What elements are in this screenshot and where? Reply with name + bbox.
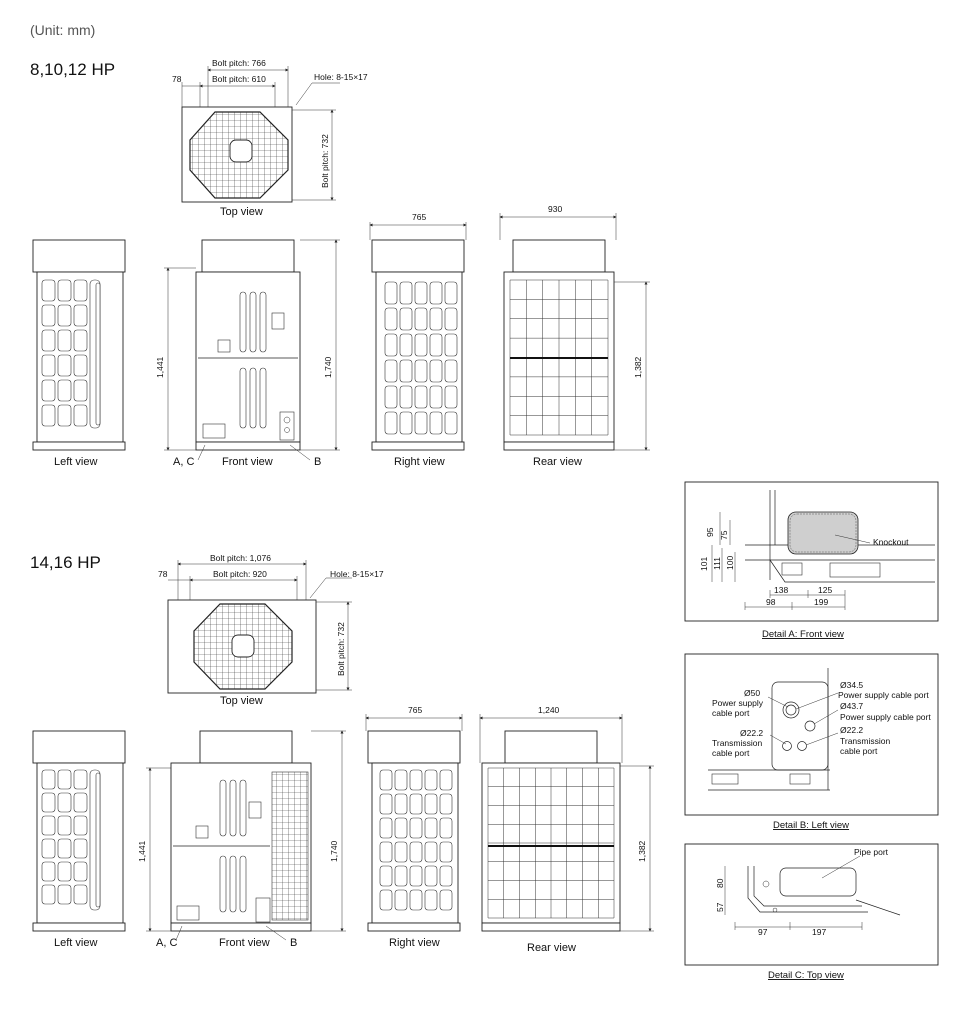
- panel-cell: [395, 890, 407, 910]
- panel-cell: [74, 355, 87, 376]
- panel-cell: [440, 818, 452, 838]
- rear-view-label-14-16hp: Rear view: [527, 942, 576, 954]
- panel-cell: [74, 305, 87, 326]
- panel-cell: [58, 405, 71, 426]
- panel-cell: [74, 885, 87, 904]
- detail-a: [685, 482, 938, 640]
- callout-b-14-16hp: B: [290, 937, 298, 949]
- panel-cell: [430, 308, 442, 330]
- right-view-label-8-12hp: Right view: [394, 456, 445, 468]
- panel-cell: [74, 793, 87, 812]
- panel-cell: [380, 866, 392, 886]
- right-width-8-12hp: 765: [412, 212, 427, 222]
- front-view-8-12hp: [155, 240, 340, 468]
- panel-cell: [440, 770, 452, 790]
- panel-cell: [415, 360, 427, 382]
- panel-cell: [425, 866, 437, 886]
- d222a-label: Ø22.2: [740, 728, 764, 738]
- dim-111: 111: [712, 557, 722, 570]
- panel-cell: [74, 839, 87, 858]
- panel-cell: [445, 360, 457, 382]
- dim-100: 100: [725, 555, 735, 570]
- panel-cell: [380, 794, 392, 814]
- panel-cell: [395, 842, 407, 862]
- panel-cell: [380, 818, 392, 838]
- panel-cell: [430, 360, 442, 382]
- right-view-14-16hp: [366, 705, 462, 949]
- panel-cell: [425, 842, 437, 862]
- panel-cell: [395, 770, 407, 790]
- dim-138: 138: [774, 585, 789, 595]
- height-1441-8-12hp: 1,441: [155, 356, 165, 378]
- dim-197: 197: [812, 927, 827, 937]
- offset-14-16hp: 78: [158, 569, 168, 579]
- panel-cell: [410, 842, 422, 862]
- panel-cell: [74, 405, 87, 426]
- trans-line3: Transmission: [840, 736, 891, 746]
- bolt-pitch-side-8-12hp: Bolt pitch: 732: [320, 134, 330, 188]
- panel-cell: [58, 380, 71, 401]
- panel-cell: [58, 839, 71, 858]
- callout-ac-14-16hp: A, C: [156, 937, 178, 949]
- rear-width-14-16hp: 1,240: [538, 705, 560, 715]
- dim-125: 125: [818, 585, 833, 595]
- section-title-14-16hp: 14,16 HP: [30, 553, 101, 572]
- hole-spec-8-12hp: Hole: 8-15×17: [314, 72, 368, 82]
- dim-98: 98: [766, 597, 776, 607]
- top-view-14-16hp: [158, 553, 384, 707]
- front-view-14-16hp: [137, 731, 346, 949]
- bolt-pitch-inner-8-12hp: Bolt pitch: 610: [212, 74, 266, 84]
- panel-cell: [42, 793, 55, 812]
- panel-cell: [440, 866, 452, 886]
- callout-b-8-12hp: B: [314, 456, 322, 468]
- rear-view-8-12hp: [500, 204, 650, 468]
- panel-cell: [74, 862, 87, 881]
- front-view-label-8-12hp: Front view: [222, 456, 273, 468]
- dim-57: 57: [715, 902, 725, 912]
- panel-cell: [425, 770, 437, 790]
- left-view-8-12hp: [33, 240, 125, 468]
- detail-c-caption: Detail C: Top view: [768, 970, 844, 981]
- panel-cell: [74, 770, 87, 789]
- bolt-pitch-side-14-16hp: Bolt pitch: 732: [336, 622, 346, 676]
- panel-cell: [380, 890, 392, 910]
- panel-cell: [430, 412, 442, 434]
- panel-cell: [415, 386, 427, 408]
- panel-cell: [42, 280, 55, 301]
- dim-199: 199: [814, 597, 829, 607]
- panel-cell: [410, 794, 422, 814]
- left-view-label-14-16hp: Left view: [54, 937, 98, 949]
- panel-cell: [430, 386, 442, 408]
- panel-cell: [74, 330, 87, 351]
- top-view-8-12hp: [172, 58, 368, 218]
- d437-label: Ø43.7: [840, 701, 864, 711]
- rear-width-8-12hp: 930: [548, 204, 563, 214]
- panel-cell: [74, 380, 87, 401]
- panel-cell: [415, 334, 427, 356]
- right-width-14-16hp: 765: [408, 705, 423, 715]
- panel-cell: [440, 842, 452, 862]
- top-view-label-8-12hp: Top view: [220, 206, 263, 218]
- panel-cell: [400, 360, 412, 382]
- panel-cell: [42, 305, 55, 326]
- panel-cell: [74, 280, 87, 301]
- power-port-line3: Power supply cable port: [838, 690, 929, 700]
- dim-80: 80: [715, 878, 725, 888]
- rear-view-14-16hp: [480, 705, 654, 954]
- panel-cell: [42, 885, 55, 904]
- rear-height-8-12hp: 1,382: [633, 356, 643, 378]
- top-view-label-14-16hp: Top view: [220, 695, 263, 707]
- dim-95: 95: [705, 527, 715, 537]
- trans-line2: cable port: [712, 748, 750, 758]
- panel-cell: [445, 308, 457, 330]
- offset-8-12hp: 78: [172, 74, 182, 84]
- bolt-pitch-outer-14-16hp: Bolt pitch: 1,076: [210, 553, 271, 563]
- panel-cell: [58, 816, 71, 835]
- power-port-line2: cable port: [712, 708, 750, 718]
- panel-cell: [58, 770, 71, 789]
- panel-cell: [425, 794, 437, 814]
- power-port-line1: Power supply: [712, 698, 764, 708]
- pipe-port-label: Pipe port: [854, 847, 889, 857]
- panel-cell: [58, 355, 71, 376]
- d222b-label: Ø22.2: [840, 725, 864, 735]
- panel-cell: [400, 308, 412, 330]
- panel-cell: [42, 355, 55, 376]
- panel-cell: [42, 862, 55, 881]
- panel-cell: [410, 770, 422, 790]
- dim-101: 101: [699, 556, 709, 571]
- detail-c: [685, 844, 938, 981]
- panel-cell: [42, 839, 55, 858]
- panel-cell: [440, 794, 452, 814]
- panel-cell: [415, 412, 427, 434]
- panel-cell: [42, 330, 55, 351]
- panel-cell: [58, 330, 71, 351]
- panel-cell: [415, 308, 427, 330]
- detail-a-caption: Detail A: Front view: [762, 629, 844, 640]
- trans-line1: Transmission: [712, 738, 763, 748]
- right-view-label-14-16hp: Right view: [389, 937, 440, 949]
- panel-cell: [42, 770, 55, 789]
- knockout-label: Knockout: [873, 537, 909, 547]
- panel-cell: [58, 793, 71, 812]
- unit-label: (Unit: mm): [30, 22, 96, 38]
- panel-cell: [74, 816, 87, 835]
- bolt-pitch-inner-14-16hp: Bolt pitch: 920: [213, 569, 267, 579]
- panel-cell: [58, 885, 71, 904]
- front-view-label-14-16hp: Front view: [219, 937, 270, 949]
- panel-cell: [395, 818, 407, 838]
- panel-cell: [430, 334, 442, 356]
- detail-b: [685, 654, 938, 831]
- panel-cell: [42, 405, 55, 426]
- panel-cell: [395, 794, 407, 814]
- hole-spec-14-16hp: Hole: 8-15×17: [330, 569, 384, 579]
- height-1740-8-12hp: 1,740: [323, 356, 333, 378]
- d50-label: Ø50: [744, 688, 761, 698]
- panel-cell: [58, 305, 71, 326]
- callout-ac-8-12hp: A, C: [173, 456, 195, 468]
- panel-cell: [440, 890, 452, 910]
- panel-cell: [425, 818, 437, 838]
- panel-cell: [445, 334, 457, 356]
- section-title-8-12hp: 8,10,12 HP: [30, 60, 116, 79]
- height-1441-14-16hp: 1,441: [137, 840, 147, 862]
- bolt-pitch-outer-8-12hp: Bolt pitch: 766: [212, 58, 266, 68]
- panel-cell: [400, 282, 412, 304]
- dim-97: 97: [758, 927, 768, 937]
- left-view-label-8-12hp: Left view: [54, 456, 98, 468]
- panel-cell: [385, 282, 397, 304]
- panel-cell: [430, 282, 442, 304]
- rear-height-14-16hp: 1,382: [637, 840, 647, 862]
- panel-cell: [425, 890, 437, 910]
- panel-cell: [380, 842, 392, 862]
- panel-cell: [410, 866, 422, 886]
- panel-cell: [400, 386, 412, 408]
- panel-cell: [445, 412, 457, 434]
- rear-view-label-8-12hp: Rear view: [533, 456, 582, 468]
- panel-cell: [58, 862, 71, 881]
- panel-cell: [400, 412, 412, 434]
- panel-cell: [385, 412, 397, 434]
- d345-label: Ø34.5: [840, 680, 864, 690]
- trans-line4: cable port: [840, 746, 878, 756]
- panel-cell: [42, 816, 55, 835]
- dim-75: 75: [719, 530, 729, 540]
- power-port-line4: Power supply cable port: [840, 712, 931, 722]
- panel-cell: [58, 280, 71, 301]
- detail-b-caption: Detail B: Left view: [773, 820, 850, 831]
- panel-cell: [445, 282, 457, 304]
- panel-cell: [410, 890, 422, 910]
- panel-cell: [385, 360, 397, 382]
- panel-cell: [445, 386, 457, 408]
- panel-cell: [395, 866, 407, 886]
- panel-cell: [42, 380, 55, 401]
- panel-cell: [400, 334, 412, 356]
- panel-cell: [385, 334, 397, 356]
- left-view-14-16hp: [33, 731, 125, 949]
- panel-cell: [385, 308, 397, 330]
- panel-cell: [410, 818, 422, 838]
- right-view-8-12hp: [370, 212, 466, 468]
- panel-cell: [415, 282, 427, 304]
- panel-cell: [380, 770, 392, 790]
- height-1740-14-16hp: 1,740: [329, 840, 339, 862]
- panel-cell: [385, 386, 397, 408]
